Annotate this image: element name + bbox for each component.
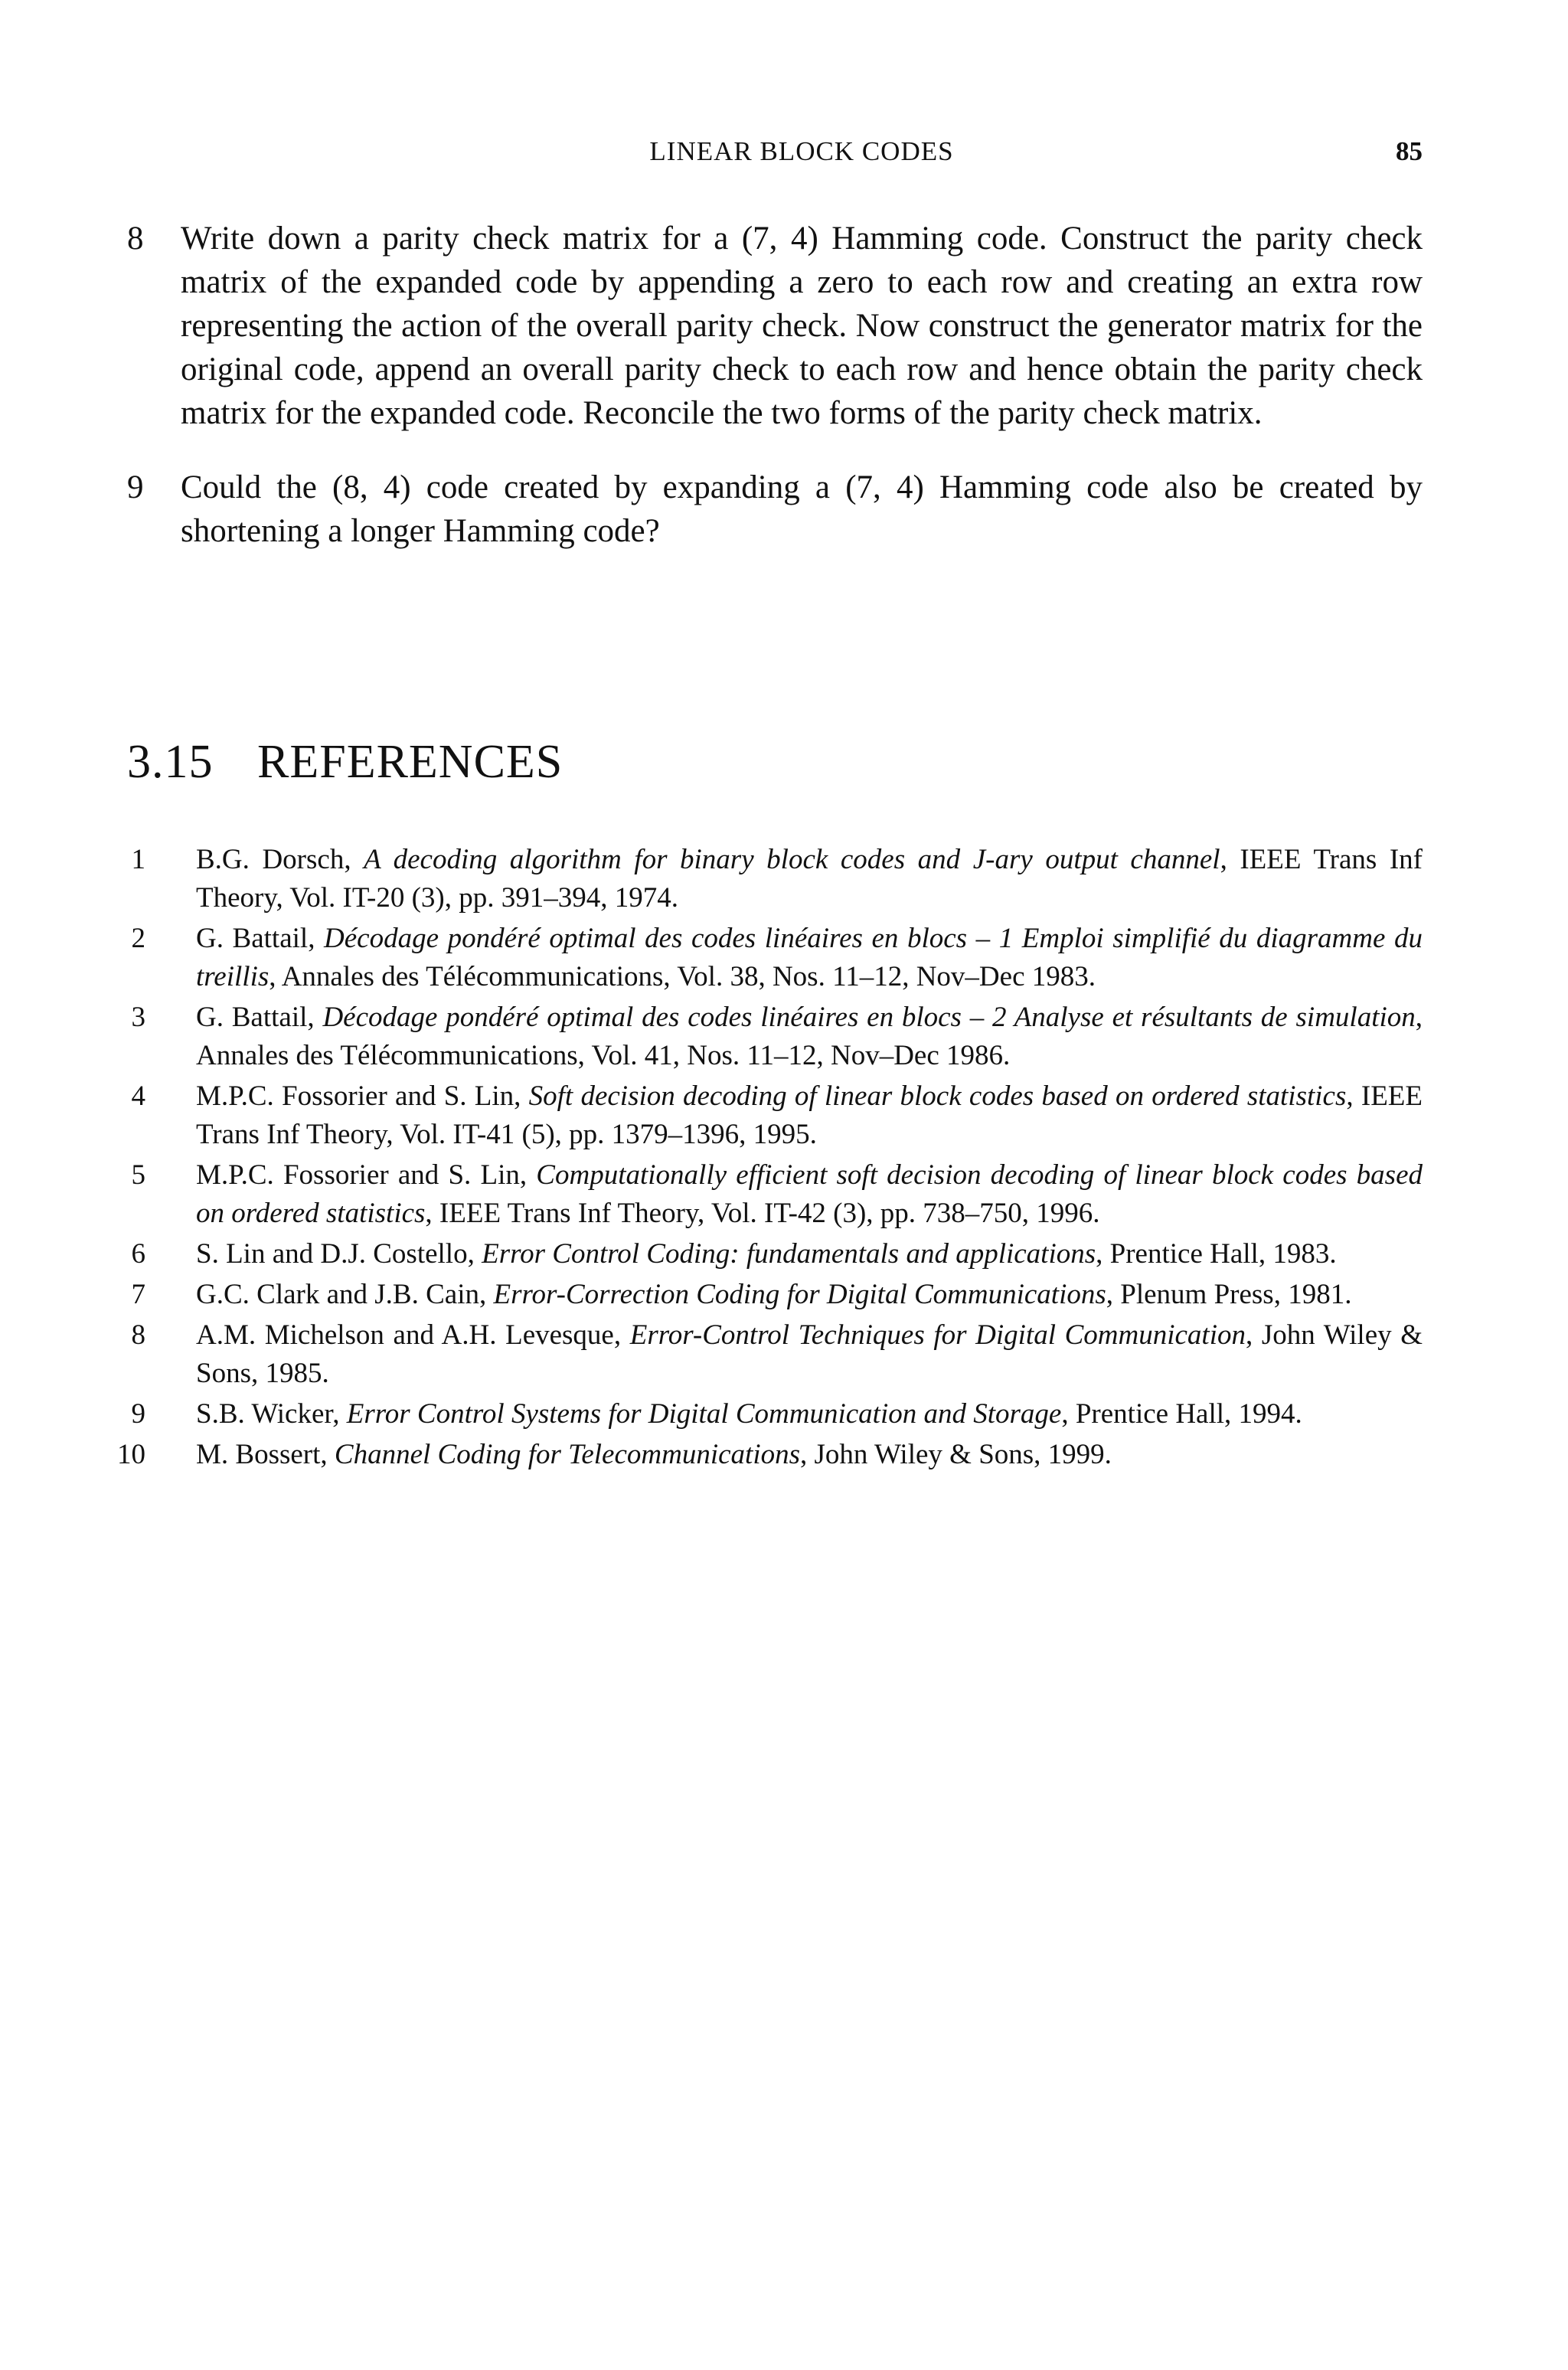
reference-item	[122, 920, 1423, 996]
reference-authors: M.P.C. Fossorier and S. Lin,	[196, 1080, 529, 1112]
section-title: REFERENCES	[257, 736, 564, 788]
exercise-text: Could the (8, 4) code created by expanding a (7, 4) Hamming code also be created by shortening a longer Hamming code?	[181, 469, 1423, 549]
reference-source: , John Wiley & Sons, 1985.	[196, 1319, 1423, 1389]
reference-authors: S. Lin and D.J. Costello,	[196, 1238, 482, 1270]
reference-number: 1	[131, 844, 145, 875]
reference-title: Error Control Coding: fundamentals and applications	[482, 1238, 1096, 1270]
reference-item	[122, 1235, 1423, 1273]
reference-item	[122, 1316, 1423, 1393]
exercise-list	[127, 217, 1423, 553]
reference-source: , IEEE Trans Inf Theory, Vol. IT-20 (3), pp. 391–394, 1974.	[196, 844, 1423, 914]
page-header	[181, 136, 1423, 175]
reference-item	[122, 1276, 1423, 1314]
reference-item	[117, 1436, 1423, 1474]
reference-title: Soft decision decoding of linear block codes based on ordered statistics	[528, 1080, 1347, 1112]
page-number: 85	[1396, 136, 1423, 166]
section-number: 3.15	[127, 736, 214, 788]
reference-title: A decoding algorithm for binary block codes and J-ary output channel	[364, 844, 1220, 875]
reference-list	[117, 841, 1423, 1474]
reference-source: , Plenum Press, 1981.	[1106, 1279, 1352, 1310]
reference-number: 3	[131, 1002, 145, 1033]
reference-title: Computationally efficient soft decision decoding of linear block codes based on ordered statistics	[196, 1159, 1423, 1229]
reference-source: , Prentice Hall, 1983.	[1096, 1238, 1337, 1270]
reference-number: 5	[131, 1159, 145, 1191]
reference-authors: S.B. Wicker,	[196, 1398, 347, 1430]
exercise-text: Write down a parity check matrix for a (7, 4) Hamming code. Construct the parity check matrix of the expanded code by appending a zero to each row and creating an extra row representing the action of the overall parity check. Now construct the generator matrix for the original code, append an overall parity check to each row and hence obtain the parity check matrix for the expanded code. Reconcile the two forms of the parity check matrix.	[181, 221, 1423, 431]
exercise-number: 9	[127, 469, 144, 505]
section-heading	[127, 735, 563, 789]
reference-title: Décodage pondéré optimal des codes linéaires en blocs – 1 Emploi simplifié du diagramme du treillis	[196, 923, 1423, 992]
reference-item	[122, 1395, 1423, 1433]
reference-source: , John Wiley & Sons, 1999.	[800, 1439, 1112, 1470]
reference-number: 6	[131, 1238, 145, 1270]
reference-item	[122, 841, 1423, 917]
reference-authors: G.C. Clark and J.B. Cain,	[196, 1279, 494, 1310]
exercise-item	[127, 466, 1423, 553]
reference-number: 7	[131, 1279, 145, 1310]
reference-title: Error-Control Techniques for Digital Communication	[629, 1319, 1246, 1351]
reference-authors: A.M. Michelson and A.H. Levesque,	[196, 1319, 630, 1351]
reference-source: , Annales des Télécommunications, Vol. 38, Nos. 11–12, Nov–Dec 1983.	[269, 961, 1096, 992]
reference-authors: M. Bossert,	[196, 1439, 335, 1470]
exercise-item	[127, 217, 1423, 435]
reference-title: Channel Coding for Telecommunications	[334, 1439, 801, 1470]
reference-title: Error-Correction Coding for Digital Communications	[493, 1279, 1106, 1310]
reference-source: , Prentice Hall, 1994.	[1061, 1398, 1302, 1430]
reference-authors: G. Battail,	[196, 1002, 323, 1033]
running-title: LINEAR BLOCK CODES	[649, 136, 954, 166]
reference-authors: G. Battail,	[196, 923, 325, 954]
reference-item	[122, 1077, 1423, 1154]
reference-source: , Annales des Télécommunications, Vol. 41, Nos. 11–12, Nov–Dec 1986.	[196, 1002, 1423, 1071]
reference-number: 2	[131, 923, 145, 954]
reference-source: , IEEE Trans Inf Theory, Vol. IT-42 (3), pp. 738–750, 1996.	[425, 1198, 1100, 1229]
reference-number: 10	[117, 1439, 145, 1470]
reference-number: 8	[131, 1319, 145, 1351]
reference-number: 9	[131, 1398, 145, 1430]
reference-title: Error Control Systems for Digital Communication and Storage	[346, 1398, 1062, 1430]
reference-authors: M.P.C. Fossorier and S. Lin,	[196, 1159, 537, 1191]
reference-number: 4	[131, 1080, 145, 1112]
exercise-number: 8	[127, 221, 144, 257]
reference-item	[122, 999, 1423, 1075]
reference-source: , IEEE Trans Inf Theory, Vol. IT-41 (5), pp. 1379–1396, 1995.	[196, 1080, 1423, 1150]
reference-authors: B.G. Dorsch,	[196, 844, 364, 875]
reference-item	[122, 1156, 1423, 1233]
reference-title: Décodage pondéré optimal des codes linéaires en blocs – 2 Analyse et résultants de simulation	[322, 1002, 1416, 1033]
